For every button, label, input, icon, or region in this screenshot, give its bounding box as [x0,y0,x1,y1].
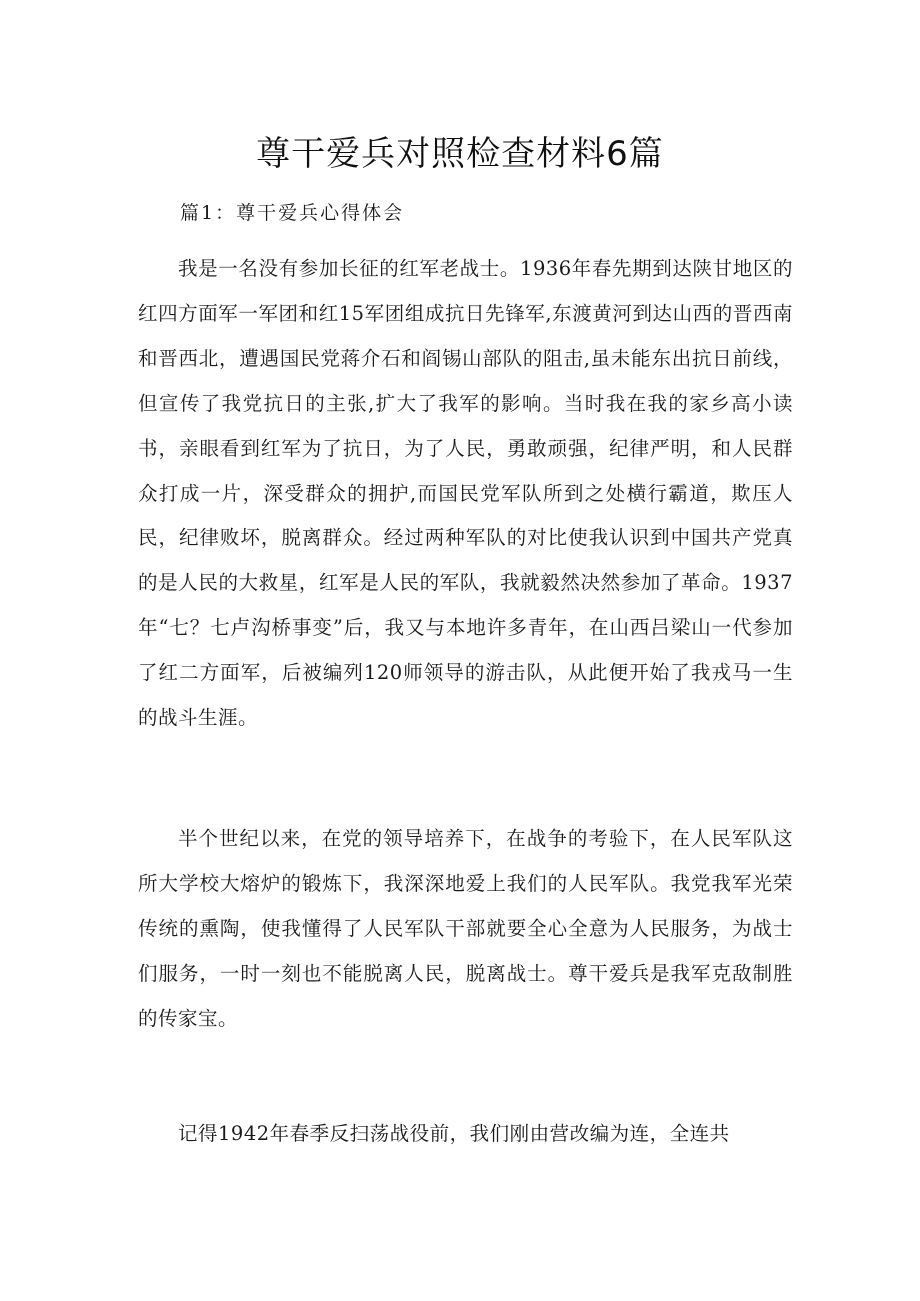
paragraph-3: 记得1942年春季反扫荡战役前，我们刚由营改编为连，全连共 [178,1122,730,1145]
paragraph-1: 我是一名没有参加长征的红军老战士。1936年春先期到达陕甘地区的红四方面军一军团和红15军团组成抗日先锋军,东渡黄河到达山西的晋西南和晋西北，遭遇国民党蒋介石和阎锡山部队的阻击,虽未能东出抗日前线，但宣传了我党抗日的主张,扩大了我军的影响。当时我在我的家乡高小读书，亲眼看到红军为了抗日，为了人民，勇敢顽强，纪律严明，和人民群众打成一片，深受群众的拥护,而国民党军队所到之处横行霸道，欺压人民，纪律败坏，脱离群众。经过两种军队的对比使我认识到中国共产党真的是人民的大救星，红军是人民的军队，我就毅然决然参加了革命。1937年“七？七卢沟桥事变”后，我又与本地许多青年，在山西吕梁山一代参加了红二方面军，后被编列120师领导的游击队，从此便开始了我戎马一生的战斗生涯。 [138,257,793,730]
document-title: 尊干爱兵对照检查材料6篇 [256,134,664,174]
section-heading: 篇1：尊干爱兵心得体会 [180,202,405,224]
paragraph-2: 半个世纪以来，在党的领导培养下，在战争的考验下，在人民军队这所大学校大熔炉的锻炼下，我深深地爱上我们的人民军队。我党我军光荣传统的熏陶，使我懂得了人民军队干部就要全心全意为人民服务，为战士们服务，一时一刻也不能脱离人民，脱离战士。尊干爱兵是我军克敌制胜的传家宝。 [138,827,793,1030]
